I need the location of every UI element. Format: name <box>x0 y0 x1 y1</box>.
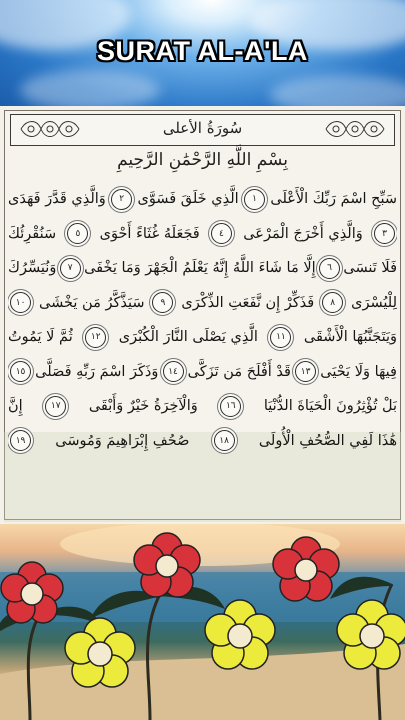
verse-text: وَالَّذِي أَخْرَجَ الْمَرْعَى <box>243 225 363 242</box>
verse-text: سَيَذَّكَّرُ مَن يَخْشَى <box>39 294 145 311</box>
ornament-right-icon <box>318 117 388 141</box>
verse-text: سَنُقْرِئُكَ <box>8 225 57 242</box>
basmala: بِسْمِ اللَّهِ الرَّحْمَٰنِ الرَّحِيمِ <box>117 150 288 170</box>
verse-line <box>8 424 397 459</box>
ayah-number-marker: ٧ <box>60 258 81 279</box>
surah-name: سُورَةُ الأعلى <box>162 119 243 137</box>
verse-line <box>8 286 397 321</box>
beach-illustration <box>0 524 405 720</box>
verse-line <box>8 355 397 390</box>
verse-text: وَالْآخِرَةُ خَيْرٌ وَأَبْقَى <box>88 398 198 415</box>
ayah-number-marker: ١٧ <box>45 396 66 417</box>
verse-text: فِيهَا وَلَا يَحْيَى <box>320 363 397 380</box>
verse-text: بَلْ تُؤْثِرُونَ الْحَيَاةَ الدُّنْيَا <box>263 398 397 415</box>
ayah-number-marker: ٤ <box>211 223 232 244</box>
sky-header <box>0 0 405 112</box>
ayah-number-marker: ١٣ <box>295 361 316 382</box>
ayah-number-marker: ٢ <box>111 189 132 210</box>
ayah-number-marker: ١٢ <box>85 327 106 348</box>
ayah-number-marker: ١٩ <box>10 430 31 451</box>
ayah-number-marker: ١٤ <box>163 361 184 382</box>
verse-line <box>8 217 397 252</box>
ayah-number-marker: ٥ <box>67 223 88 244</box>
verse-text: إِلَّا مَا شَاءَ اللَّهُ إِنَّهُ يَعْلَمُ الْجَهْرَ وَمَا يَخْفَى <box>84 260 316 277</box>
beach-scene <box>0 524 405 720</box>
verse-text: الَّذِي خَلَقَ فَسَوَّى <box>137 191 239 208</box>
video-title: SURAT AL-A'LA <box>97 36 308 66</box>
ayah-number-marker: ١٥ <box>10 361 31 382</box>
verse-line <box>8 251 397 286</box>
cloud <box>20 70 160 110</box>
verse-text: فَجَعَلَهُ غُثَاءً أَحْوَى <box>99 225 200 242</box>
ayah-number-marker: ١٠ <box>10 292 31 313</box>
quran-page <box>0 106 405 524</box>
verse-text: وَيَتَجَنَّبُهَا الْأَشْقَى <box>303 329 397 346</box>
ayah-number-marker: ١١ <box>270 327 291 348</box>
verse-line <box>8 182 397 217</box>
ayah-number-marker: ٣ <box>374 223 395 244</box>
verse-lines <box>8 182 397 458</box>
red-flower-icon <box>1 562 63 623</box>
verse-text: هَٰذَا لَفِي الصُّحُفِ الْأُولَى <box>258 432 397 449</box>
yellow-flower-icon <box>65 618 135 687</box>
verse-text: وَالَّذِي قَدَّرَ فَهَدَى <box>8 191 106 208</box>
ayah-number-marker: ١ <box>244 189 265 210</box>
verse-text: وَنُيَسِّرُكَ <box>8 260 57 277</box>
verse-text: الَّذِي يَصْلَى النَّارَ الْكُبْرَى <box>118 329 258 346</box>
verse-line <box>8 320 397 355</box>
verse-text: سَبِّحِ اسْمَ رَبِّكَ الْأَعْلَى <box>270 191 397 208</box>
ayah-number-marker: ١٦ <box>220 396 241 417</box>
verse-text: إِنَّ <box>8 398 23 415</box>
ayah-number-marker: ٩ <box>152 292 173 313</box>
verse-text: وَذَكَرَ اسْمَ رَبِّهِ فَصَلَّى <box>35 363 159 380</box>
verse-text: فَذَكِّرْ إِن نَّفَعَتِ الذِّكْرَى <box>181 294 315 311</box>
verse-text: قَدْ أَفْلَحَ مَن تَزَكَّى <box>187 363 291 380</box>
ayah-number-marker: ٨ <box>322 292 343 313</box>
verse-text: ثُمَّ لَا يَمُوتُ <box>8 329 73 346</box>
ayah-number-marker: ٦ <box>319 258 340 279</box>
verse-line <box>8 389 397 424</box>
verse-text: لِلْيُسْرَى <box>351 294 397 311</box>
surah-header-frame <box>10 114 395 146</box>
ayah-number-marker: ١٨ <box>214 430 235 451</box>
verse-text: صُحُفِ إِبْرَاهِيمَ وَمُوسَى <box>55 432 190 449</box>
ornament-left-icon <box>17 117 87 141</box>
verse-text: فَلَا تَنسَى <box>343 260 397 277</box>
